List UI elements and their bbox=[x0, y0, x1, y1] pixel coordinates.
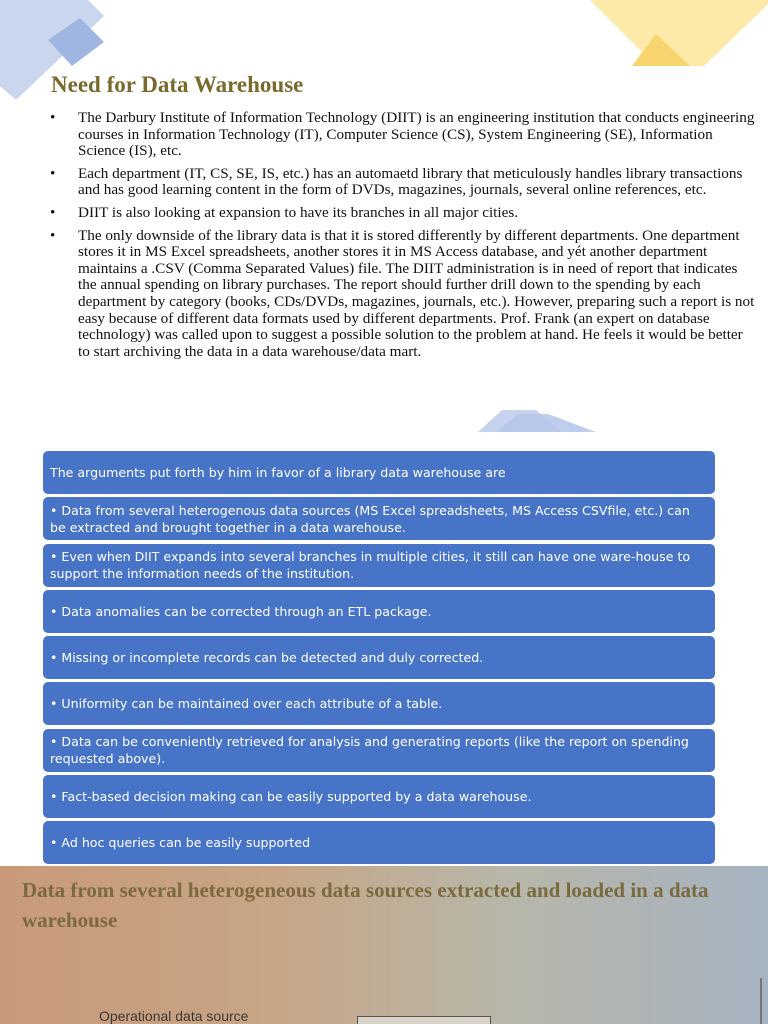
bullet-text: Each department (IT, CS, SE, IS, etc.) has an automaetd library that meticulously handles library transactions and has good learning content in the form of DVDs, magazines, journals, several online references, etc. bbox=[78, 164, 743, 199]
bullet-item bbox=[48, 205, 756, 222]
bullet-text: The Darbury Institute of Information Technology (DIIT) is an engineering institution that conducts engineering courses in Information Technology (IT), Computer Science (CS), System Engineering (SE), Information Science (IS), etc. bbox=[78, 109, 755, 160]
next-slide-title: Data from several heterogeneous data sources extracted and loaded in a data warehouse bbox=[22, 878, 709, 932]
bullet-item bbox=[48, 110, 756, 160]
argument-box bbox=[43, 729, 715, 772]
diagram-box bbox=[357, 1016, 491, 1024]
bullet-text: DIIT is also looking at expansion to have its branches in all major cities. bbox=[78, 203, 519, 221]
bullet-marker: • bbox=[50, 203, 56, 221]
argument-box bbox=[43, 497, 715, 540]
bullet-marker: • bbox=[50, 226, 56, 244]
decor-top-right-shape bbox=[586, 0, 768, 66]
slide-title: Need for Data Warehouse bbox=[51, 72, 304, 97]
bullet-marker: • bbox=[50, 109, 56, 126]
argument-text: • Data from several heterogenous data sources (MS Excel spreadsheets, MS Access CSVfile, etc.) can be extracted and brought together in a data warehouse. bbox=[50, 502, 690, 535]
argument-box bbox=[43, 821, 715, 864]
argument-text: • Fact-based decision making can be easily supported by a data warehouse. bbox=[50, 789, 532, 805]
argument-box bbox=[43, 682, 715, 725]
argument-text: • Even when DIIT expands into several branches in multiple cities, it still can have one ware-house to support the information needs of the institution. bbox=[50, 549, 691, 582]
argument-text: • Uniformity can be maintained over each attribute of a table. bbox=[50, 696, 443, 712]
arguments-list bbox=[43, 451, 715, 868]
bullet-text: The only downside of the library data is that it is stored differently by different departments. One department stores it in MS Excel spreadsheets, another stores it in MS Access database, and yét another department maintains a .CSV (Comma Separated Values) file. The DIIT administration is in need of report that indicates the annual spending on library purchases. The report should further drill down to the spending by each department by category (books, CDs/DVDs, magazines, journals, etc.). However, preparing such a report is not easy because of different data formats used by different departments. Prof. Frank (an expert on database technology) was called upon to suggest a possible solution to the problem at hand. He feels it would be better to start archiving the data in a data warehouse/data mart. bbox=[78, 226, 755, 360]
argument-box bbox=[43, 636, 715, 679]
decor-mid-shape bbox=[478, 404, 598, 434]
bullet-item bbox=[48, 228, 756, 361]
argument-text: • Data anomalies can be corrected through an ETL package. bbox=[50, 603, 432, 619]
bullet-marker: • bbox=[50, 164, 56, 182]
diagram-edge-line bbox=[760, 978, 762, 1024]
bullet-list bbox=[48, 110, 756, 366]
arguments-header-box bbox=[43, 451, 715, 494]
argument-box bbox=[43, 590, 715, 633]
operational-data-source-label: Operational data source bbox=[99, 1008, 249, 1024]
bullet-item bbox=[48, 166, 756, 199]
next-slide-preview bbox=[0, 866, 768, 1024]
argument-box bbox=[43, 544, 715, 587]
arguments-header: The arguments put forth by him in favor of a library data warehouse are bbox=[50, 465, 506, 480]
argument-text: • Ad hoc queries can be easily supported bbox=[50, 835, 311, 851]
argument-text: • Data can be conveniently retrieved for analysis and generating reports (like the report on spending requested above). bbox=[50, 734, 689, 767]
argument-text: • Missing or incomplete records can be detected and duly corrected. bbox=[50, 650, 484, 666]
argument-box bbox=[43, 775, 715, 818]
